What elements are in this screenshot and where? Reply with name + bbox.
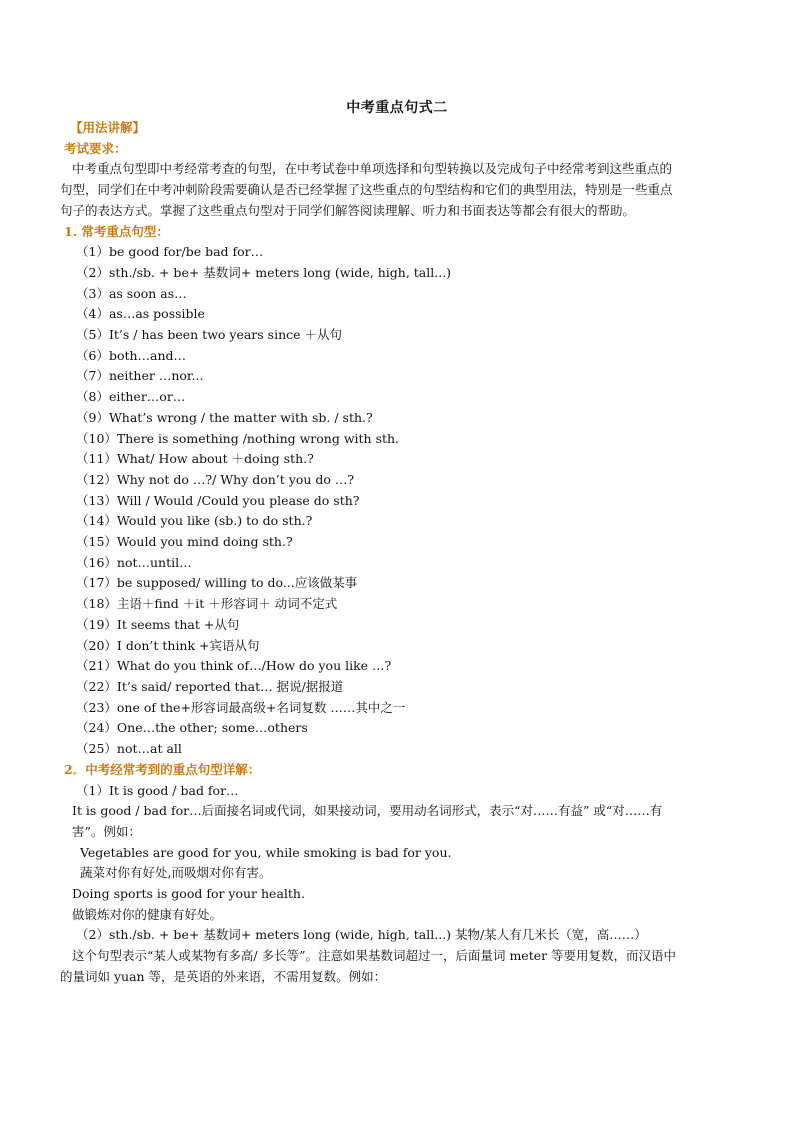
list-item: （9）What’s wrong / the matter with sb. / sth.? [76,409,373,425]
list-item: （21）What do you think of…/How do you like …? [76,658,392,674]
intro-paragraph: 中考重点句型即中考经常考查的句型，在中考试卷中单项选择和句型转换以及完成句子中经常考到这些重点的句型，同学们在中考冲刺阶段需要确认是否已经掌握了这些重点的句型结构和它们的典型用法，特别是一些重点句子的表达方式。掌握了这些重点句型对于同学们解答阅读理解、听力和书面表达等都会有很大的帮助。 [60,161,673,218]
detail-2-explanation: 这个句型表示“某人或某物有多高/ 多长等”。注意如果基数词超过一，后面量词 meter 等要用复数，而汉语中的量词如 yuan 等，是英语的外来语，不需用复数。例如： [60,948,677,984]
detail-1-explanation: It is good / bad for…后面接名词或代词，如果接动词，要用动名词形式，表示“对……有益” 或“对……有害”。例如： [72,803,663,839]
list-item: （4）as…as possible [76,306,205,322]
list-item: （6）both…and… [76,347,187,363]
list-item: （5）It’s / has been two years since ＋从句 [76,327,343,343]
example-english: Doing sports is good for your health. [72,886,305,902]
list-item: （17）be supposed/ willing to do...应该做某事 [76,575,358,591]
list-item: （11）What/ How about ＋doing sth.? [76,451,314,467]
section-label: 【用法讲解】 [70,120,146,135]
list-item: （25）not…at all [76,741,182,757]
list-item: （22）It’s said/ reported that… 据说/据报道 [76,678,344,694]
list-item: （13）Will / Would /Could you please do sth? [76,492,360,508]
example-chinese: 蔬菜对你有好处,而吸烟对你有害。 [80,865,272,881]
list-item: （18）主语＋find ＋it ＋形容词＋ 动词不定式 [76,596,338,612]
page-title: 中考重点句式二 [346,100,448,116]
list-item: （10）There is something /nothing wrong with sth. [76,430,400,446]
list-item: （19）It seems that +从句 [76,616,240,632]
list-item: （14）Would you like (sb.) to do sth.? [76,513,313,529]
list-item: （24）One…the other; some…others [76,720,308,736]
requirements-label: 考试要求： [64,140,127,156]
list-item: （16）not…until… [76,554,192,570]
list-item: （7）neither …nor... [76,368,204,384]
list-item: （3）as soon as… [76,285,187,301]
list-item: （8）either…or… [76,389,186,405]
list-item: （2）sth./sb. + be+ 基数词+ meters long (wide, high, tall...) [76,264,452,280]
heading-pattern-details: 2．中考经常考到的重点句型详解： [64,761,261,777]
detail-2-heading: （2）sth./sb. + be+ 基数词+ meters long (wide, high, tall...) 某物/某人有几米长（宽，高……） [76,927,647,943]
example-chinese: 做锻炼对你的健康有好处。 [72,906,223,922]
detail-1-heading: （1）It is good / bad for… [76,782,239,798]
document-body [60,118,680,988]
list-item: （23）one of the+形容词最高级+名词复数 ……其中之一 [76,699,406,715]
list-item: （20）I don’t think +宾语从句 [76,637,260,653]
list-item: （12）Why not do …?/ Why don’t you do …? [76,471,355,487]
list-item: （15）Would you mind doing sth.? [76,534,293,550]
list-item: （1）be good for/be bad for… [76,244,264,260]
pattern-list [60,242,680,760]
heading-common-patterns: 1. 常考重点句型： [64,223,169,239]
example-english: Vegetables are good for you, while smoking is bad for you. [80,844,452,860]
